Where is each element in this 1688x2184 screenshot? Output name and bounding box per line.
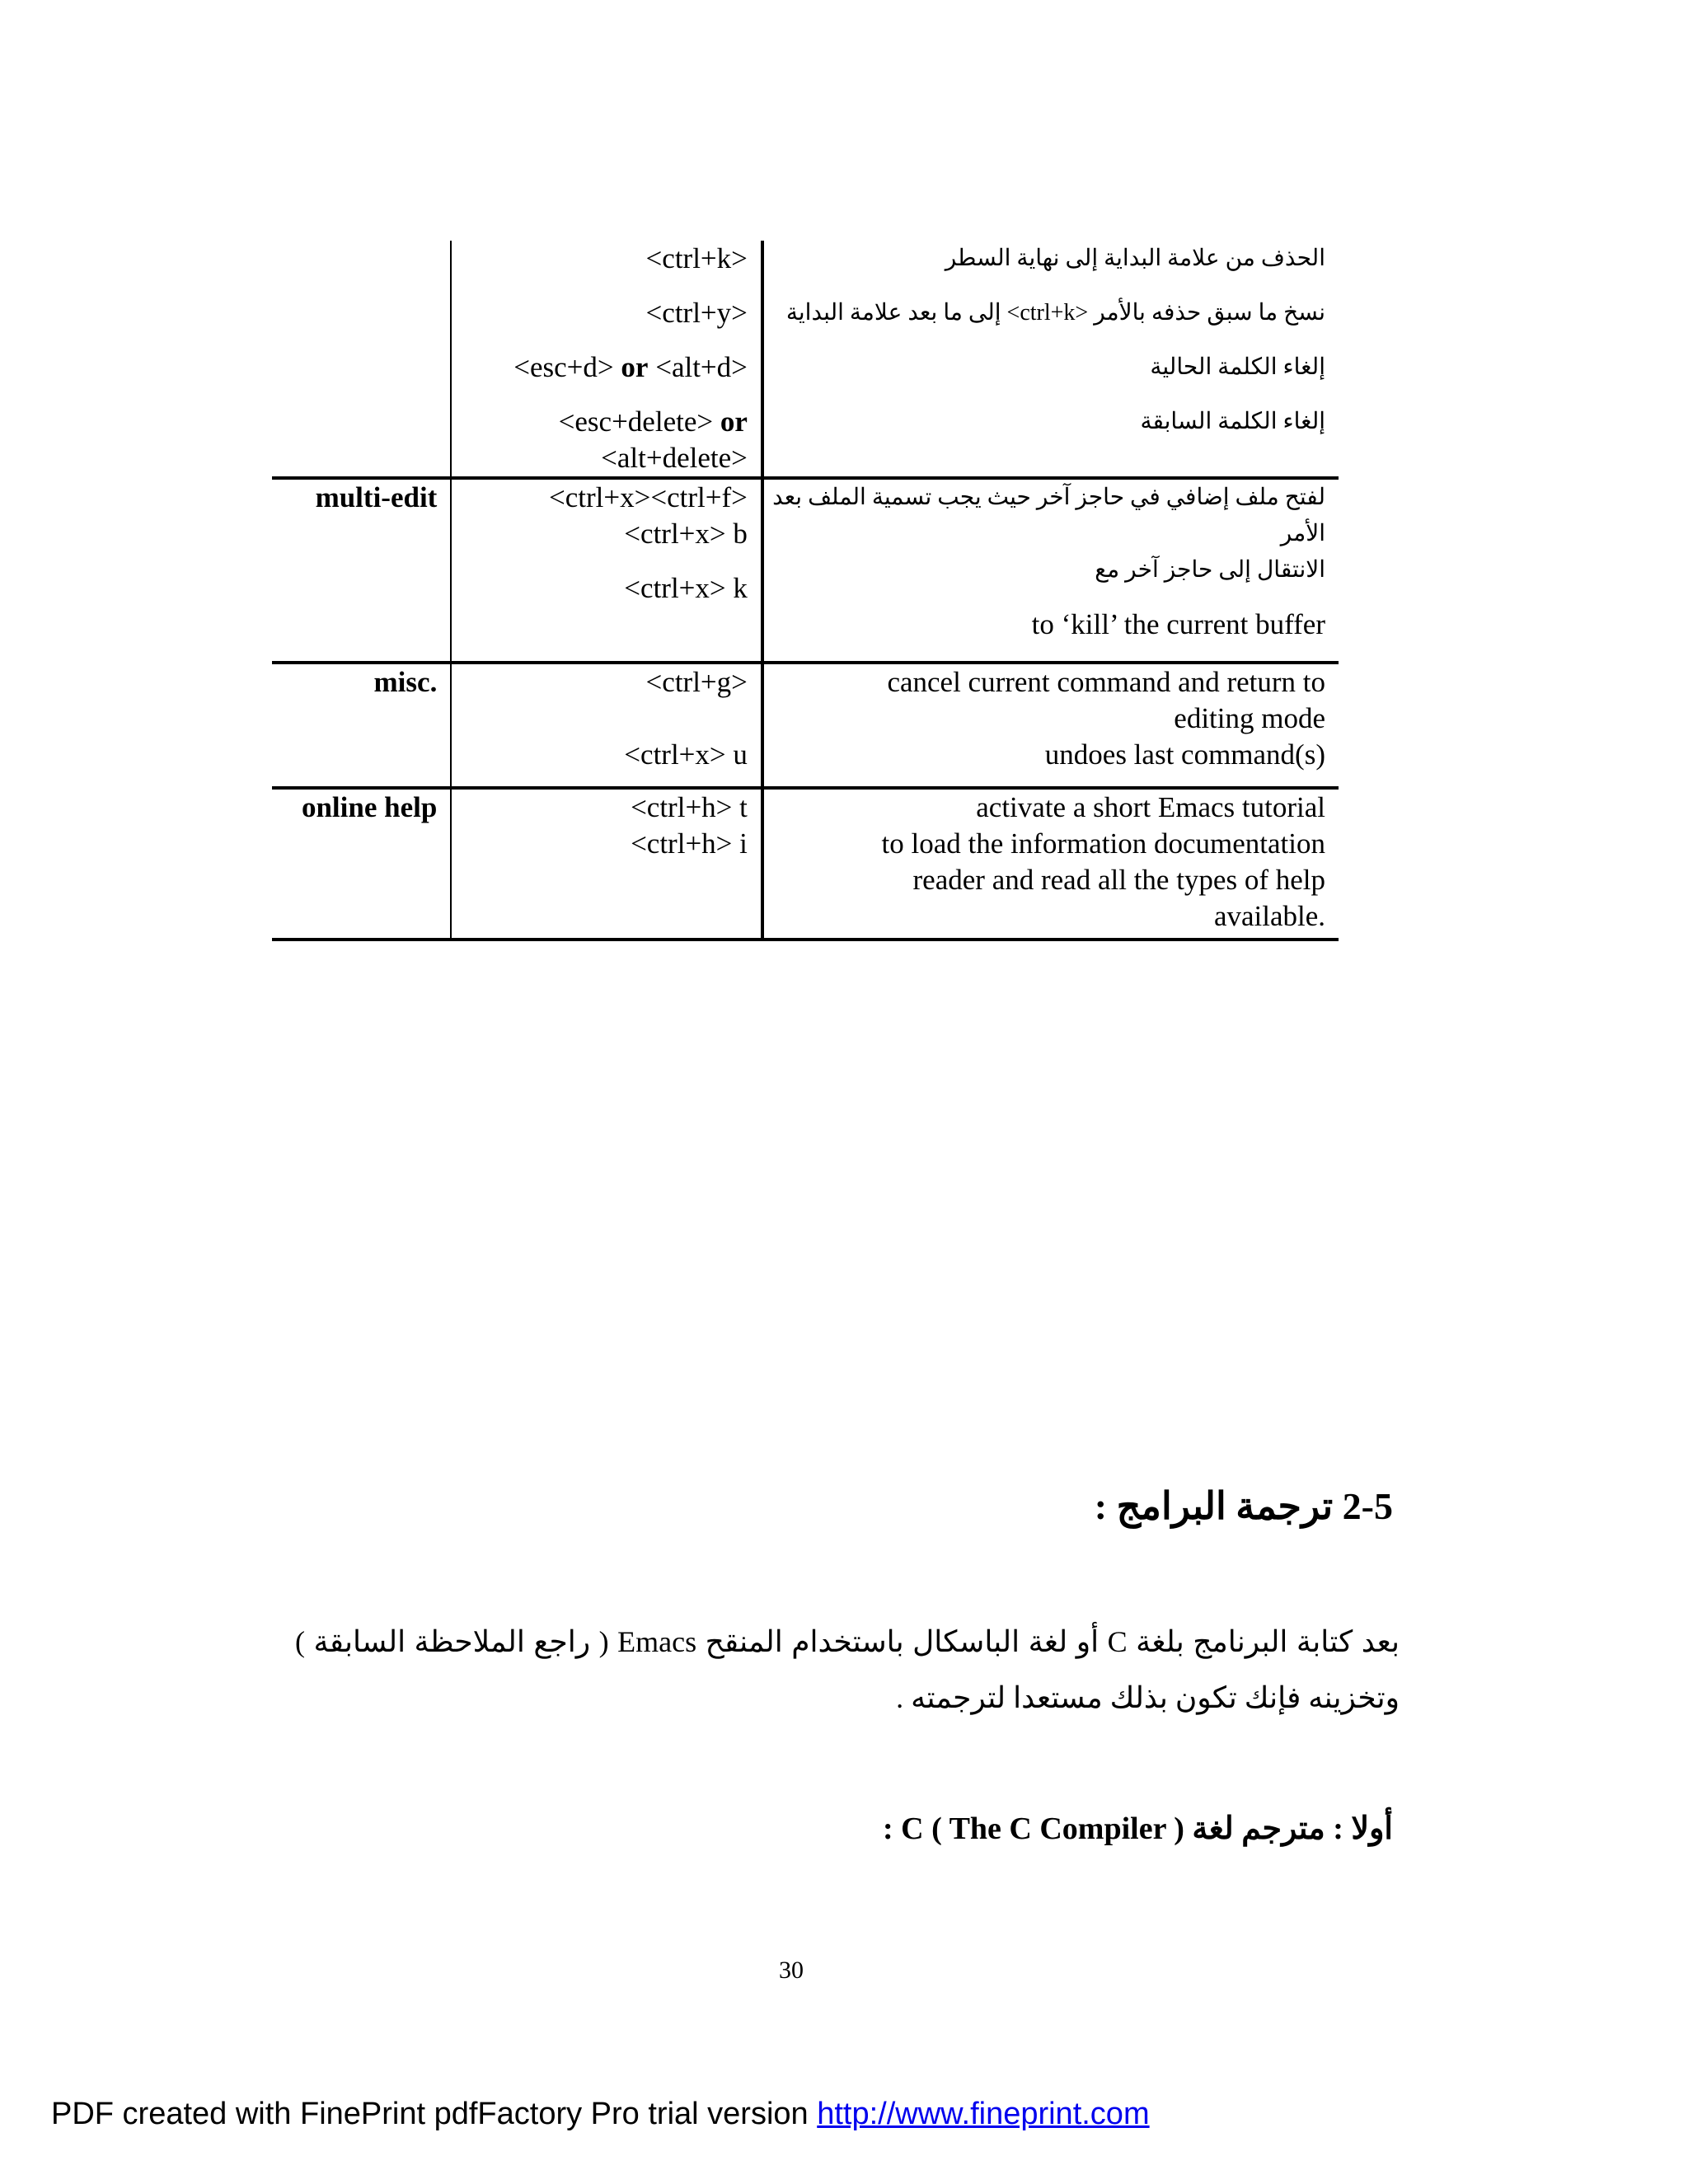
table-row <box>272 478 1339 663</box>
key-cell <box>451 663 762 788</box>
table-row <box>272 788 1339 940</box>
key-ctrl-x-ctrl-f: <ctrl+x><ctrl+f> <box>549 481 748 513</box>
category-online-help: online help <box>272 788 451 940</box>
section-heading: 2-5 ترجمة البرامج : <box>1094 1485 1393 1527</box>
pdf-footer <box>51 2097 1150 2132</box>
desc-yank: نسخ ما سبق حذفه بالأمر <ctrl+k> إلى ما بعد علامة البداية <box>785 300 1325 326</box>
key-cell <box>451 241 762 478</box>
desc-delete-to-eol: الحذف من علامة البداية إلى نهاية السطر <box>945 246 1325 271</box>
key-esc-delete: <esc+delete> or <alt+delete> <box>558 405 748 474</box>
footer-link[interactable]: http://www.fineprint.com <box>817 2097 1150 2131</box>
emacs-commands-table <box>272 241 1339 941</box>
category-cell <box>272 241 451 478</box>
desc-kill-buffer: to ‘kill’ the current buffer <box>1031 608 1325 640</box>
desc-undo: undoes last command(s) <box>1044 738 1325 771</box>
desc-info-reader: to load the information documentation reader and read all the types of help available. <box>881 827 1325 932</box>
desc-delete-word: إلغاء الكلمة الحالية <box>1150 354 1325 380</box>
footer-text: PDF created with FinePrint pdfFactory Pro trial version <box>51 2097 818 2131</box>
key-ctrl-h-i: <ctrl+h> i <box>631 827 748 860</box>
key-ctrl-x-b: <ctrl+x> b <box>624 518 748 550</box>
key-ctrl-x-k: <ctrl+x> k <box>624 572 748 604</box>
desc-cell <box>762 478 1339 663</box>
key-cell <box>451 478 762 663</box>
desc-cell <box>762 241 1339 478</box>
desc-delete-prev-word: إلغاء الكلمة السابقة <box>1140 409 1325 434</box>
key-ctrl-y: <ctrl+y> <box>645 297 748 329</box>
desc-cell <box>762 788 1339 940</box>
desc-cancel-command: cancel current command and return to editing mode <box>887 666 1325 734</box>
key-ctrl-g: <ctrl+g> <box>645 666 748 698</box>
key-cell <box>451 788 762 940</box>
desc-tutorial: activate a short Emacs tutorial <box>976 791 1325 823</box>
desc-open-file: لفتح ملف إضافي في حاجز آخر حيث يجب تسمية الملف بعد الأمر <box>772 485 1325 546</box>
category-misc: misc. <box>272 663 451 788</box>
key-ctrl-k: <ctrl+k> <box>645 242 748 274</box>
desc-switch-buffer: الانتقال إلى حاجز آخر مع <box>1095 557 1325 583</box>
category-multi-edit: multi-edit <box>272 478 451 663</box>
table-row <box>272 241 1339 478</box>
key-ctrl-h-t: <ctrl+h> t <box>631 791 748 823</box>
section-paragraph: بعد كتابة البرنامج بلغة C أو لغة الباسكال باستخدام المنقح Emacs ( راجع الملاحظة السابقة ) وتخزينه فإنك تكون بذلك مستعدا لترجمته . <box>295 1625 1400 1714</box>
page-number: 30 <box>779 1957 804 1984</box>
table-row <box>272 663 1339 788</box>
desc-cell <box>762 663 1339 788</box>
subsection-heading: أولا : مترجم لغة C ( The C Compiler ) : <box>883 1811 1393 1846</box>
key-esc-d: <esc+d> or <alt+d> <box>513 351 748 383</box>
key-ctrl-x-u: <ctrl+x> u <box>624 738 748 771</box>
